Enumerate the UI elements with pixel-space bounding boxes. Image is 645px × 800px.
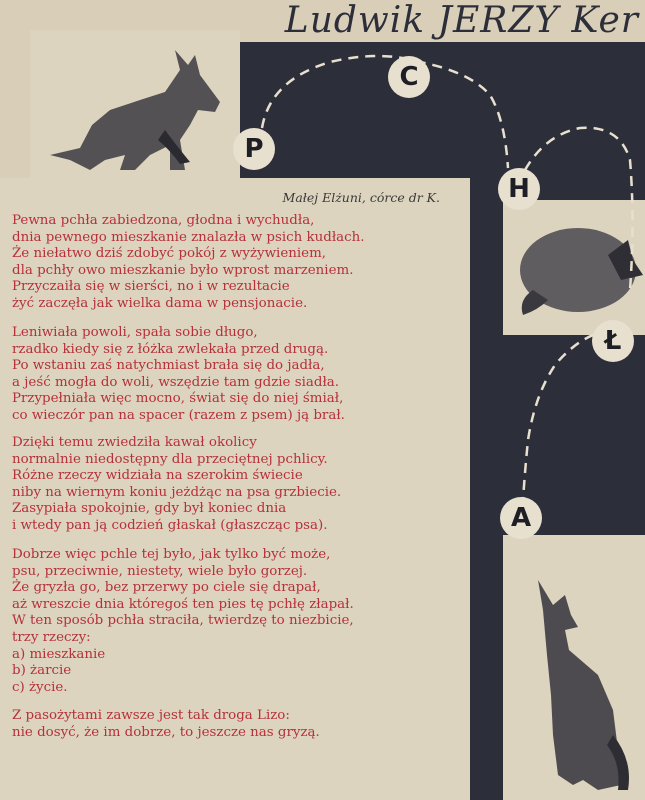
dedication: Małej Elżuni, córce dr K.: [282, 190, 440, 205]
verse-line: Dobrze więc pchle tej było, jak tylko być może,: [12, 547, 331, 562]
verse-line: W ten sposób pchła straciła, twierdzę to niezbicie,: [12, 613, 354, 629]
verse-line: a jeść mogła do woli, wszędzie tam gdzie siadła.: [12, 374, 340, 390]
verse-line: trzy rzeczy:: [12, 629, 91, 645]
verse-line: i wtedy pan ją codzień głaskał (głaszcząc psa).: [12, 517, 328, 533]
verse-line: normalnie niedostępny dla przeciętnej pchlicy.: [12, 451, 328, 467]
route-letter-c: C: [388, 56, 430, 98]
verse-line: psu, przeciwnie, niestety, wiele było gorzej.: [12, 563, 308, 579]
verse-line: Leniwiała powoli, spała sobie długo,: [12, 325, 258, 340]
verse-line: nie dosyć, że im dobrze, to jeszcze nas gryzą.: [12, 724, 320, 740]
route-letter-a: A: [500, 497, 542, 539]
route-letter-p: P: [233, 128, 275, 170]
verse-line: Po wstaniu zaś natychmiast brała się do jadła,: [12, 358, 325, 374]
verse-line: niby na wiernym koniu jeżdżąc na psa grzbiecie.: [12, 484, 342, 500]
verse-line: b) żarcie: [12, 663, 72, 679]
verse-line: dnia pewnego mieszkanie znalazła w psich kudłach.: [12, 229, 365, 245]
verse-line: Przypełniała więc mocno, świat się do niej śmiał,: [12, 391, 344, 407]
verse-line: a) mieszkanie: [12, 646, 106, 662]
verse-line: Z pasożytami zawsze jest tak droga Lizo:: [12, 708, 290, 723]
route-letter-l: Ł: [592, 320, 634, 362]
verse-line: Różne rzeczy widziała na szerokim świecie: [12, 468, 303, 484]
route-letter-h: H: [498, 168, 540, 210]
verse-line: Że niełatwo dziś zdobyć pokój z wyżywieniem,: [12, 246, 327, 262]
verse-line: c) życie.: [12, 679, 68, 695]
verse-line: dla pchły owo mieszkanie było wprost marzeniem.: [12, 262, 354, 278]
verse-line: Pewna pchła zabiedzona, głodna i wychudła,: [12, 213, 315, 228]
author-name: Ludwik JERZY Ker: [284, 0, 639, 41]
verse-line: co wieczór pan na spacer (razem z psem) ją brał.: [12, 407, 345, 423]
verse-line: Zasypiała spokojnie, gdy był koniec dnia: [12, 501, 287, 517]
verse-line: Że gryzła go, bez przerwy po ciele się drapał,: [12, 580, 321, 596]
verse-line: Dzięki temu zwiedziła kawał okolicy: [12, 435, 257, 450]
verse-line: żyć zaczęła jak wielka dama w pensjonacie.: [12, 295, 308, 311]
verse-line: Przyczaiła się w sierści, no i w rezultacie: [12, 279, 290, 295]
verse-line: rzadko kiedy się z łóżka zwlekała przed drugą.: [12, 341, 329, 357]
verse-line: aż wreszcie dnia któregoś ten pies tę pchłę złapał.: [12, 596, 354, 612]
